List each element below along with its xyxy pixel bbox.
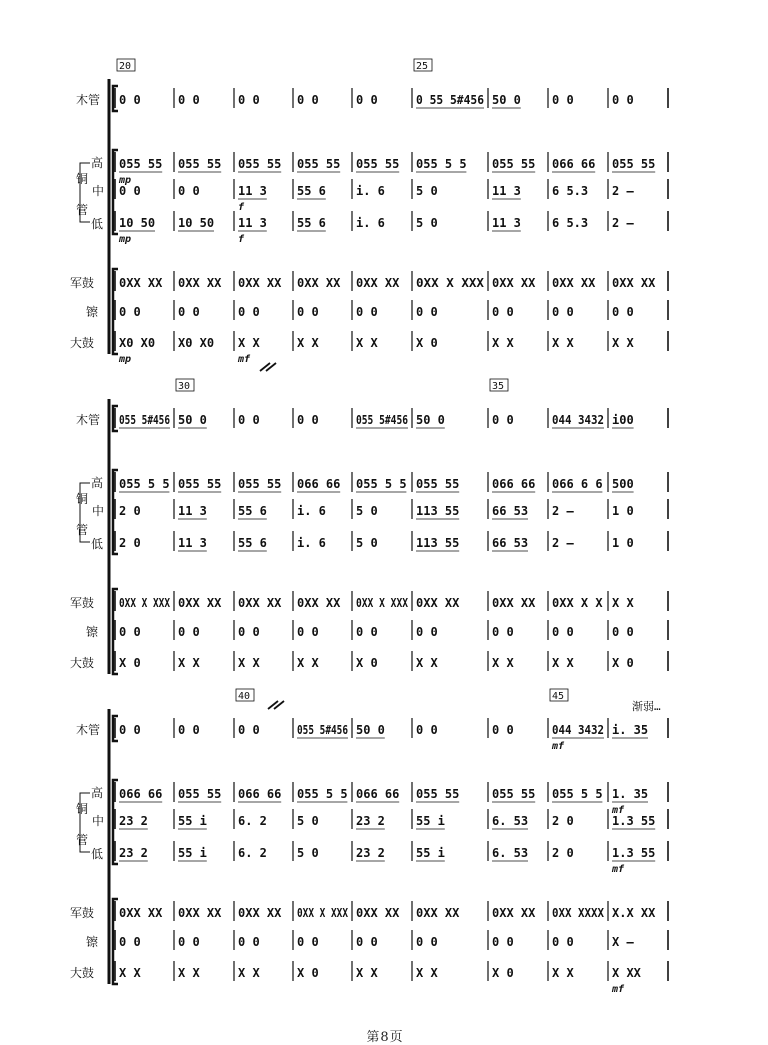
rehearsal-mark: 40 — [238, 691, 251, 702]
rehearsal-mark: 35 — [492, 381, 505, 392]
measure-notation: 0 0 — [416, 305, 438, 319]
instrument-label-snare: 军鼓 — [70, 906, 95, 920]
measure-notation: 1 0 — [612, 504, 634, 518]
measure-notation: 6 5.3 — [552, 216, 589, 230]
measure-notation: 055 5 5 — [297, 787, 348, 801]
dynamic-mark: f — [238, 234, 245, 245]
measure-notation: 066 66 — [356, 787, 400, 801]
measure-notation: 0XX XX — [178, 596, 222, 610]
measure-notation: 23 2 — [119, 814, 148, 828]
rehearsal-mark: 25 — [416, 61, 429, 72]
measure-notation: 044 3432 — [552, 723, 604, 737]
measure-notation: 055 5 5 — [119, 477, 170, 491]
measure-notation: X 0 — [297, 966, 319, 980]
dynamic-mark: mp — [119, 175, 132, 186]
measure-notation: 0XX XX — [297, 596, 341, 610]
measure-notation: 0XX X XXX — [356, 596, 409, 610]
measure-notation: 066 66 — [492, 477, 536, 491]
measure-notation: i. 6 — [356, 216, 385, 230]
dynamic-mark: mf — [612, 984, 625, 995]
measure-notation: 0 0 — [297, 935, 319, 949]
measure-notation: 0 0 — [492, 935, 514, 949]
measure-notation: 55 i — [416, 846, 445, 860]
rehearsal-mark: 20 — [119, 61, 132, 72]
measure-notation: 0 0 — [492, 305, 514, 319]
measure-notation: 55 i — [416, 814, 445, 828]
measure-notation: 23 2 — [356, 814, 385, 828]
measure-notation: 5 0 — [297, 846, 319, 860]
measure-notation: X X — [612, 336, 634, 350]
measure-notation: 0 0 — [238, 305, 260, 319]
measure-notation: 0XX X XXX — [297, 906, 349, 920]
instrument-label-snare: 军鼓 — [70, 596, 95, 610]
measure-notation: i00 — [612, 413, 634, 427]
instrument-label-brass-high: 高 — [91, 786, 104, 800]
measure-notation: 2 – — [552, 504, 574, 518]
measure-notation: 23 2 — [356, 846, 385, 860]
measure-notation: 0 0 — [238, 935, 260, 949]
measure-notation: 113 55 — [416, 504, 460, 518]
measure-notation: 0 0 — [119, 723, 141, 737]
measure-notation: X 0 — [492, 966, 514, 980]
measure-notation: 0 0 — [297, 413, 319, 427]
instrument-label-snare: 军鼓 — [70, 276, 95, 290]
measure-notation: 113 55 — [416, 536, 460, 550]
measure-notation: 055 55 — [178, 787, 222, 801]
measure-notation: 0 0 — [297, 625, 319, 639]
measure-notation: 66 53 — [492, 504, 529, 518]
measure-notation: 0 0 — [178, 935, 200, 949]
measure-notation: X 0 — [119, 656, 141, 670]
measure-notation: X X — [238, 336, 260, 350]
instrument-label-brass-mid: 中 — [92, 184, 105, 198]
measure-notation: 055 55 — [297, 157, 341, 171]
measure-notation: 50 0 — [178, 413, 207, 427]
measure-notation: 0 0 — [356, 93, 378, 107]
measure-notation: 0XX XX — [612, 276, 656, 290]
measure-notation: 055 55 — [356, 157, 400, 171]
measure-notation: 1.3 55 — [612, 814, 656, 828]
measure-notation: i. 6 — [356, 184, 385, 198]
measure-notation: 066 66 — [297, 477, 341, 491]
measure-notation: 0 0 — [416, 935, 438, 949]
instrument-label-bass-drum: 大鼓 — [70, 336, 95, 350]
measure-notation: 0 0 — [612, 305, 634, 319]
measure-notation: 055 55 — [416, 477, 460, 491]
measure-notation: 0XX XX — [178, 906, 222, 920]
measure-notation: 1 0 — [612, 536, 634, 550]
measure-notation: 1.3 55 — [612, 846, 656, 860]
measure-notation: 1. 35 — [612, 787, 649, 801]
dynamic-mark: mf — [552, 741, 565, 752]
measure-notation: X X — [356, 336, 378, 350]
instrument-label-woodwind: 木管 — [76, 93, 101, 107]
measure-notation: 055 5 5 — [416, 157, 467, 171]
measure-notation: X X — [119, 966, 141, 980]
measure-notation: 0 0 — [612, 625, 634, 639]
measure-notation: X X — [297, 656, 319, 670]
measure-notation: 11 3 — [238, 216, 267, 230]
measure-notation: 0XX XX — [297, 276, 341, 290]
measure-notation: 0XX XX — [416, 596, 460, 610]
measure-notation: 0XX XX — [492, 596, 536, 610]
instrument-label-brass-group: 铜 — [76, 172, 89, 186]
measure-notation: 5 0 — [416, 184, 438, 198]
measure-notation: 0XX XX — [492, 276, 536, 290]
measure-notation: X X — [552, 656, 574, 670]
measure-notation: 55 i — [178, 814, 207, 828]
measure-notation: X 0 — [612, 656, 634, 670]
measure-notation: 0 0 — [178, 625, 200, 639]
measure-notation: X X — [492, 656, 514, 670]
instrument-label-bass-drum: 大鼓 — [70, 656, 95, 670]
measure-notation: 2 0 — [552, 814, 574, 828]
measure-notation: 11 3 — [492, 184, 521, 198]
measure-notation: 6 5.3 — [552, 184, 589, 198]
measure-notation: 055 55 — [612, 157, 656, 171]
measure-notation: i. 6 — [297, 504, 326, 518]
measure-notation: X 0 — [416, 336, 438, 350]
measure-notation: X X — [492, 336, 514, 350]
measure-notation: 055 5#456 — [119, 413, 170, 427]
measure-notation: 0 0 — [356, 305, 378, 319]
measure-notation: X0 X0 — [178, 336, 215, 350]
measure-notation: X X — [552, 966, 574, 980]
measure-notation: 0 0 — [238, 625, 260, 639]
measure-notation: 55 6 — [238, 504, 267, 518]
measure-notation: 2 – — [552, 536, 574, 550]
instrument-label-woodwind: 木管 — [76, 413, 101, 427]
measure-notation: 0 0 — [297, 93, 319, 107]
measure-notation: 66 53 — [492, 536, 529, 550]
measure-notation: 0 0 — [119, 625, 141, 639]
measure-notation: X XX — [612, 966, 641, 980]
measure-notation: 066 6 6 — [552, 477, 603, 491]
measure-notation: 0 0 — [178, 93, 200, 107]
measure-notation: 50 0 — [416, 413, 445, 427]
measure-notation: 6. 2 — [238, 846, 267, 860]
measure-notation: 0 0 — [416, 625, 438, 639]
measure-notation: X X — [356, 966, 378, 980]
instrument-label-brass-group: 管 — [76, 203, 89, 217]
measure-notation: X X — [238, 966, 260, 980]
measure-notation: 0XX X XXX — [416, 276, 485, 290]
measure-notation: 0 0 — [552, 935, 574, 949]
measure-notation: 066 66 — [238, 787, 282, 801]
measure-notation: 55 6 — [238, 536, 267, 550]
measure-notation: 0XX XX — [492, 906, 536, 920]
dynamic-mark: mp — [119, 354, 132, 365]
measure-notation: 055 5 5 — [552, 787, 603, 801]
instrument-label-brass-high: 高 — [91, 156, 104, 170]
instrument-label-brass-low: 低 — [91, 537, 104, 551]
measure-notation: 6. 2 — [238, 814, 267, 828]
measure-notation: 0XX XX — [238, 906, 282, 920]
measure-notation: 50 0 — [356, 723, 385, 737]
measure-notation: 055 55 — [178, 157, 222, 171]
instrument-label-brass-group: 铜 — [76, 802, 89, 816]
measure-notation: 11 3 — [492, 216, 521, 230]
measure-notation: 0 0 — [119, 93, 141, 107]
measure-notation: 0 0 — [238, 413, 260, 427]
measure-notation: i. 6 — [297, 536, 326, 550]
measure-notation: 0 0 — [178, 184, 200, 198]
measure-notation: 0 0 — [178, 723, 200, 737]
measure-notation: 6. 53 — [492, 846, 529, 860]
measure-notation: 11 3 — [238, 184, 267, 198]
measure-notation: 055 55 — [492, 157, 536, 171]
measure-notation: 2 – — [612, 216, 634, 230]
measure-notation: 055 5#456 — [297, 723, 348, 737]
measure-notation: 5 0 — [297, 814, 319, 828]
measure-notation: 2 0 — [552, 846, 574, 860]
measure-notation: 055 55 — [416, 787, 460, 801]
instrument-label-brass-low: 低 — [91, 217, 104, 231]
dynamic-mark: mp — [119, 234, 132, 245]
measure-notation: 10 50 — [119, 216, 156, 230]
measure-notation: X 0 — [356, 656, 378, 670]
measure-notation: i. 35 — [612, 723, 649, 737]
measure-notation: 55 6 — [297, 216, 326, 230]
measure-notation: 0 0 — [178, 305, 200, 319]
measure-notation: 55 i — [178, 846, 207, 860]
dynamic-mark: mf — [238, 354, 251, 365]
measure-notation: X X — [552, 336, 574, 350]
measure-notation: 0 0 — [612, 93, 634, 107]
measure-notation: 0 0 — [492, 413, 514, 427]
fade-annotation: 渐弱… — [632, 700, 661, 713]
measure-notation: 0XX XX — [238, 596, 282, 610]
measure-notation: 0 0 — [492, 723, 514, 737]
measure-notation: 0XX XX — [552, 276, 596, 290]
measure-notation: 6. 53 — [492, 814, 529, 828]
rehearsal-mark: 30 — [178, 381, 191, 392]
instrument-label-brass-group: 铜 — [76, 492, 89, 506]
measure-notation: 0 0 — [119, 935, 141, 949]
rehearsal-mark: 45 — [552, 691, 565, 702]
measure-notation: 055 55 — [492, 787, 536, 801]
instrument-label-brass-high: 高 — [91, 476, 104, 490]
measure-notation: X X — [238, 656, 260, 670]
measure-notation: 0 0 — [238, 723, 260, 737]
measure-notation: 0XX XX — [356, 276, 400, 290]
measure-notation: 055 55 — [238, 477, 282, 491]
measure-notation: 0 0 — [356, 625, 378, 639]
measure-notation: 0 0 — [238, 93, 260, 107]
measure-notation: X X — [178, 656, 200, 670]
measure-notation: 23 2 — [119, 846, 148, 860]
instrument-label-cymbal: 镲 — [86, 305, 99, 319]
measure-notation: X.X XX — [612, 906, 656, 920]
measure-notation: 0XX XX — [416, 906, 460, 920]
measure-notation: 0XX X X — [552, 596, 603, 610]
measure-notation: 0 0 — [552, 93, 574, 107]
measure-notation: 0 0 — [552, 305, 574, 319]
measure-notation: 2 0 — [119, 504, 141, 518]
measure-notation: 5 0 — [416, 216, 438, 230]
measure-notation: 10 50 — [178, 216, 215, 230]
measure-notation: 0 55 5#456 — [416, 93, 484, 107]
measure-notation: 044 3432 — [552, 413, 604, 427]
measure-notation: 0 0 — [119, 305, 141, 319]
measure-notation: 11 3 — [178, 536, 207, 550]
instrument-label-brass-mid: 中 — [92, 504, 105, 518]
measure-notation: 0 0 — [552, 625, 574, 639]
measure-notation: X X — [297, 336, 319, 350]
instrument-label-brass-low: 低 — [91, 847, 104, 861]
measure-notation: 0XX XX — [119, 276, 163, 290]
measure-notation: 055 5 5 — [356, 477, 407, 491]
measure-notation: X X — [416, 656, 438, 670]
measure-notation: 066 66 — [119, 787, 163, 801]
instrument-label-cymbal: 镲 — [86, 935, 99, 949]
instrument-label-brass-group: 管 — [76, 833, 89, 847]
measure-notation: 0 0 — [416, 723, 438, 737]
measure-notation: 066 66 — [552, 157, 596, 171]
measure-notation: 2 0 — [119, 536, 141, 550]
measure-notation: 5 0 — [356, 536, 378, 550]
dynamic-mark: f — [238, 202, 245, 213]
measure-notation: 2 – — [612, 184, 634, 198]
measure-notation: 55 6 — [297, 184, 326, 198]
measure-notation: 055 55 — [238, 157, 282, 171]
dynamic-mark: mf — [612, 864, 625, 875]
measure-notation: 0XX XXXX — [552, 906, 605, 920]
measure-notation: X X — [178, 966, 200, 980]
instrument-label-bass-drum: 大鼓 — [70, 966, 95, 980]
measure-notation: 0XX XX — [119, 906, 163, 920]
measure-notation: X X — [416, 966, 438, 980]
instrument-label-woodwind: 木管 — [76, 723, 101, 737]
measure-notation: 0 0 — [297, 305, 319, 319]
dynamic-mark: mf — [612, 805, 625, 816]
page-number: 第8页 — [366, 1030, 404, 1045]
measure-notation: 11 3 — [178, 504, 207, 518]
measure-notation: 50 0 — [492, 93, 521, 107]
measure-notation: 0 0 — [356, 935, 378, 949]
measure-notation: 055 55 — [178, 477, 222, 491]
instrument-label-brass-group: 管 — [76, 523, 89, 537]
measure-notation: 0XX X XXX — [119, 596, 171, 610]
measure-notation: 055 5#456 — [356, 413, 408, 427]
measure-notation: 0 0 — [119, 184, 141, 198]
measure-notation: 0XX XX — [356, 906, 400, 920]
instrument-label-cymbal: 镲 — [86, 625, 99, 639]
measure-notation: 0 0 — [492, 625, 514, 639]
measure-notation: X0 X0 — [119, 336, 156, 350]
measure-notation: 0XX XX — [238, 276, 282, 290]
instrument-label-brass-mid: 中 — [92, 814, 105, 828]
measure-notation: X X — [612, 596, 634, 610]
measure-notation: 5 0 — [356, 504, 378, 518]
measure-notation: 500 — [612, 477, 634, 491]
measure-notation: X – — [612, 935, 634, 949]
measure-notation: 055 55 — [119, 157, 163, 171]
measure-notation: 0XX XX — [178, 276, 222, 290]
